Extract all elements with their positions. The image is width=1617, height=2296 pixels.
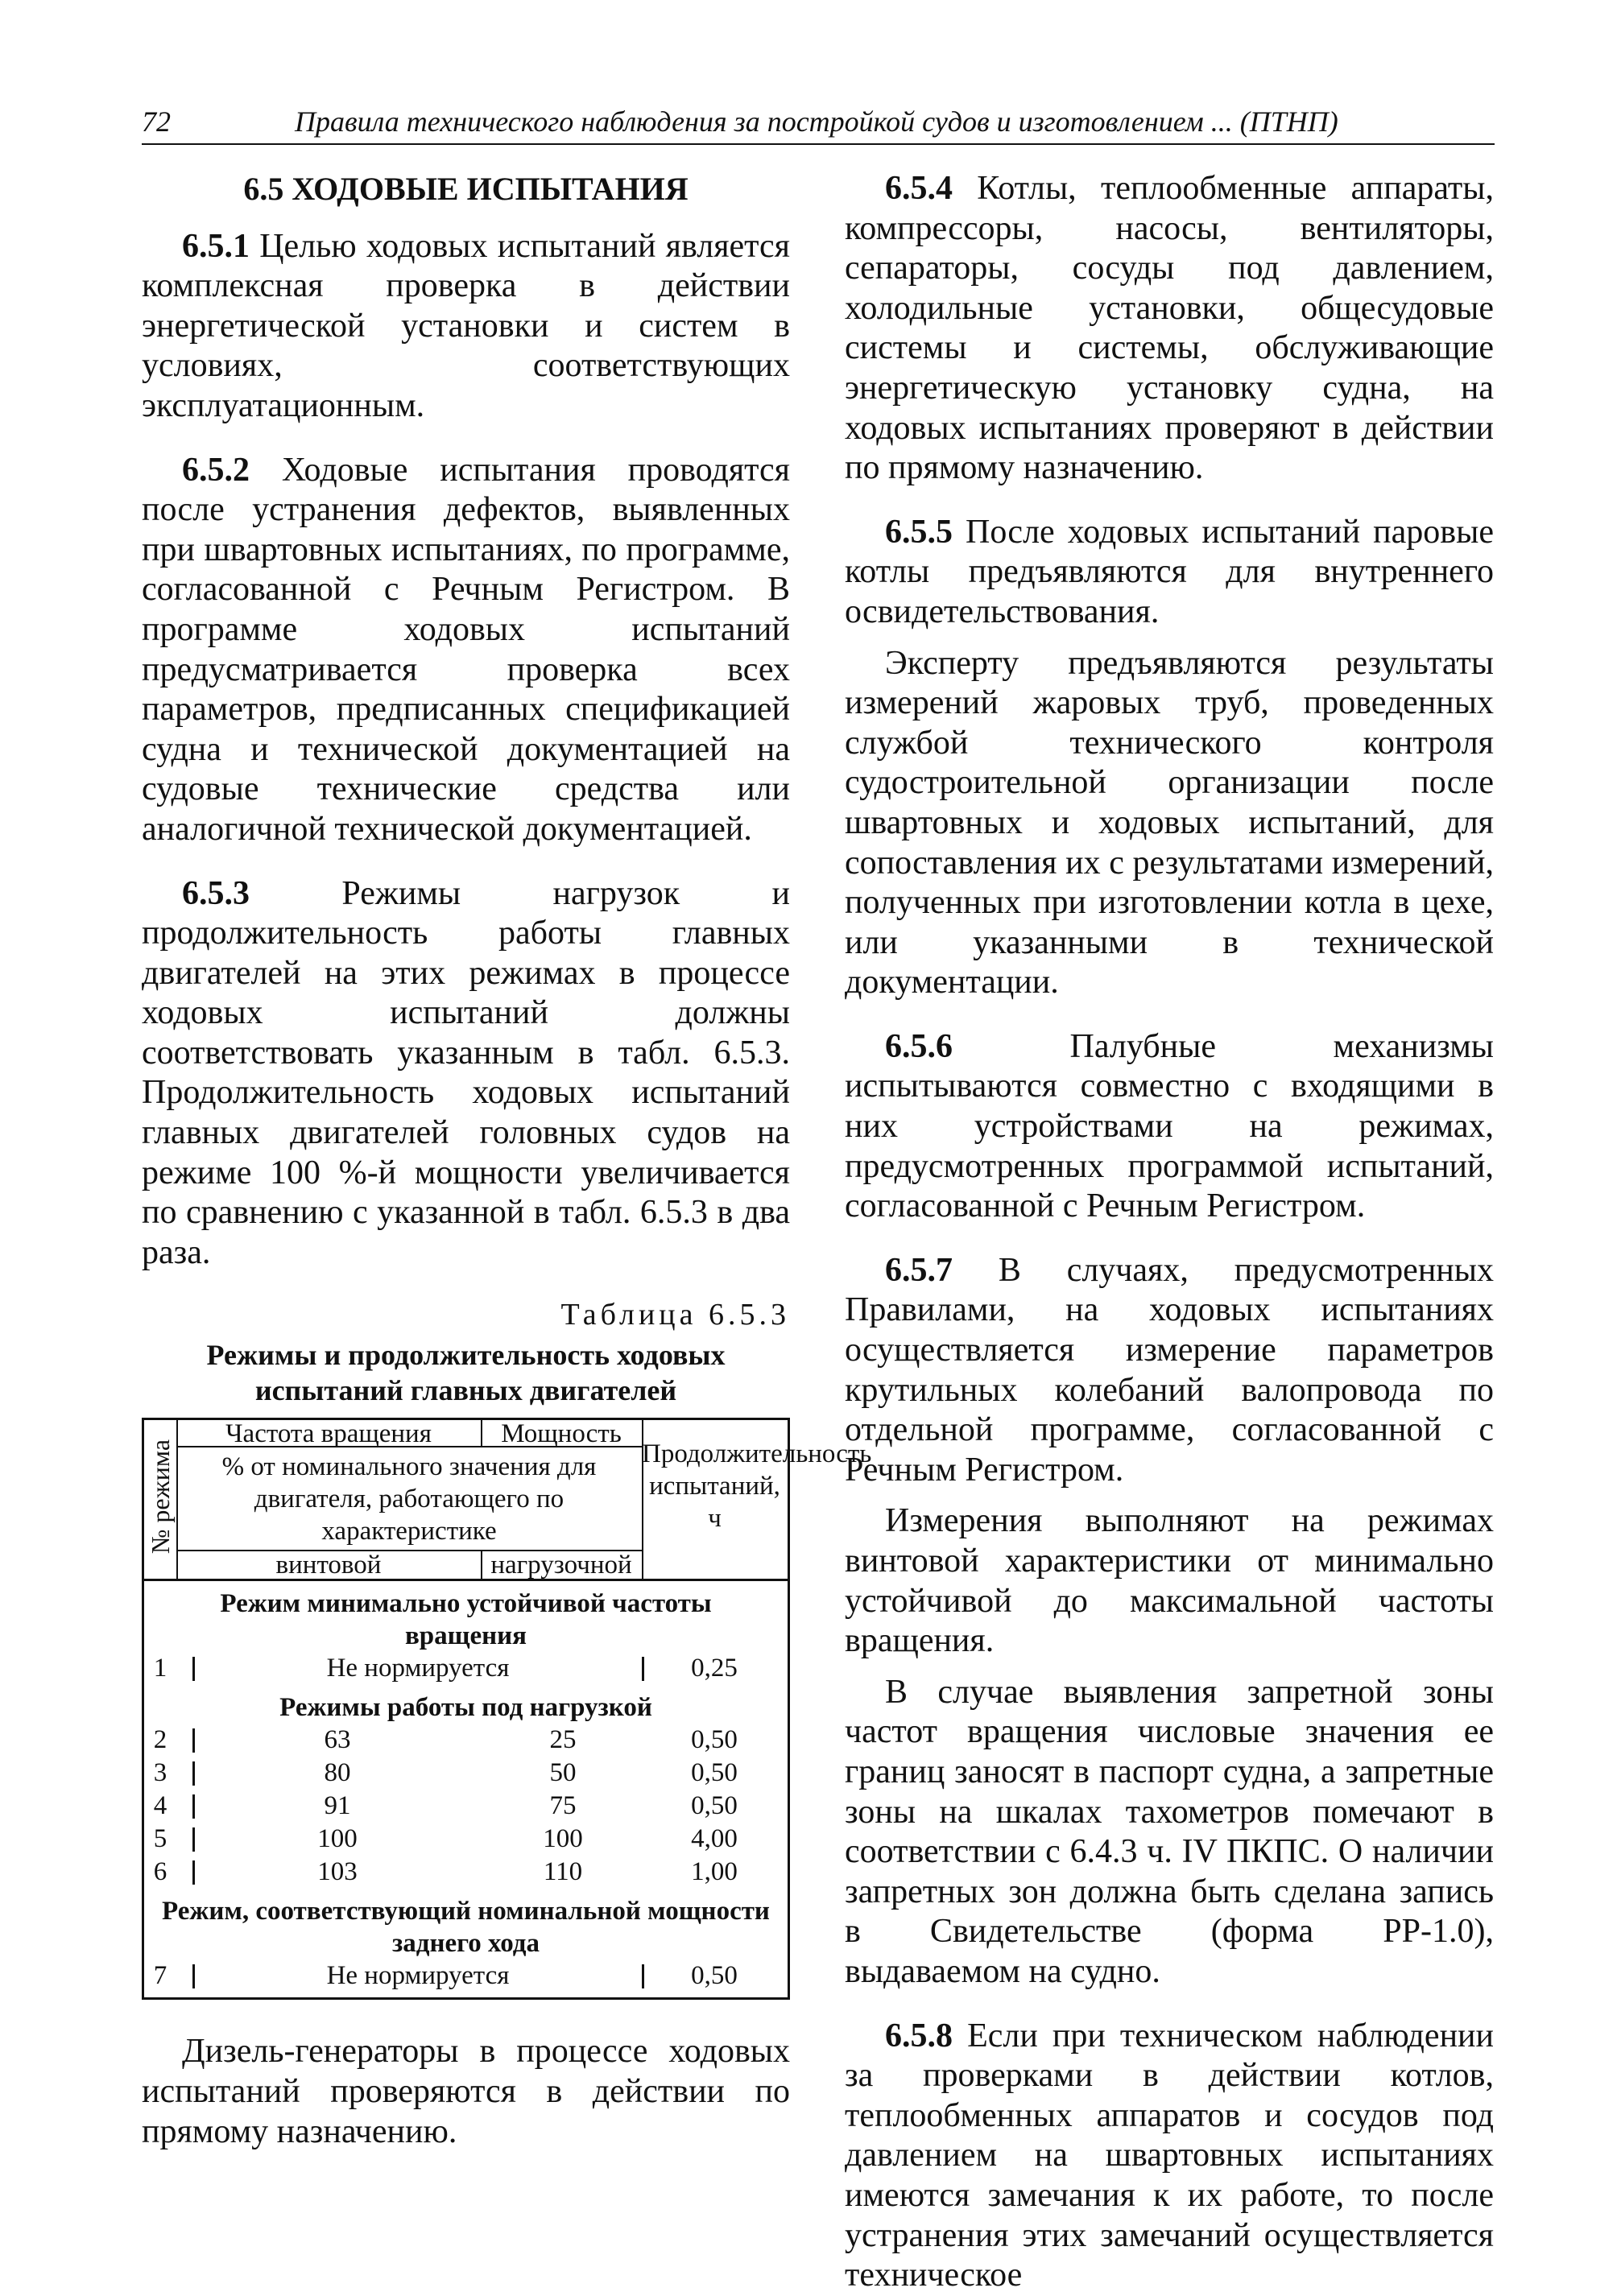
table-title: Режимы и продолжительность ходовых испытаний главных двигателей <box>206 1339 726 1407</box>
paragraph-6-5-3 <box>142 874 790 1274</box>
running-title: Правила технического наблюдения за постройкой судов и изготовлением ... (ПТНП) <box>295 105 1338 138</box>
group-title-min-speed: Режим минимально устойчивой частоты вращения <box>220 1589 712 1651</box>
group-title-load-modes: Режимы работы под нагрузкой <box>279 1693 652 1723</box>
paragraph-text: Ходовые испытания проводятся после устранения дефектов, выявленных при швартовных испытаниях, по программе, согласованной с Речным Регистром. В программе ходовых испытаний предусматривается проверка всех параметров, предписанных спецификацией судна и технической документацией на судовые технические средства или аналогичной технической документацией. <box>142 451 790 848</box>
paragraph-6-5-2 <box>142 451 790 850</box>
right-column <box>845 169 1494 2296</box>
table-row: 4 91 75 0,50 <box>153 1791 738 1821</box>
table-row: 6 103 110 1,00 <box>153 1857 738 1887</box>
paragraph-6-5-4 <box>845 169 1494 489</box>
paragraph-text: Котлы, теплообменные аппараты, компрессоры, насосы, вентиляторы, сепараторы, сосуды под давлением, холодильные установки, общесудовые системы и системы, обслуживающие энергетическую установку судна, на ходовых испытаниях проверяют в действии по прямому назначению. <box>845 170 1494 487</box>
paragraph-number: 6.5.5 <box>885 513 953 551</box>
paragraph-6-5-7-b: Измерения выполняют на режимах винтовой характеристики от минимально устойчивой до максимальной частоты вращения. <box>845 1502 1494 1660</box>
table-row: 2 63 25 0,50 <box>153 1725 738 1755</box>
paragraph-text: Палубные механизмы испытываются совместно с входящими в них устройствами на режимах, предусмотренных программой испытаний, согласованной с Речным Регистром. <box>845 1027 1494 1225</box>
page-number: 72 <box>142 105 171 138</box>
paragraph-6-5-5 <box>845 513 1494 633</box>
paragraph-number: 6.5.8 <box>885 2017 953 2054</box>
header-power: Мощность <box>501 1419 622 1449</box>
paragraph-text: После ходовых испытаний паровые котлы предъявляются для внутреннего освидетельствования. <box>845 513 1494 630</box>
paragraph-number: 6.5.1 <box>182 227 250 265</box>
table-row: 1 Не нормируется 0,25 <box>153 1654 738 1683</box>
header-screw: винтовой <box>275 1551 382 1580</box>
paragraph-text: Режимы нагрузок и продолжительность работы главных двигателей на этих режимах в процессе ходовых испытаний должны соответствовать указанным в табл. 6.5.3. Продолжительность ходовых испытаний главных двигателей головных судов на режиме 100 %-й мощности увеличивается по сравнению с указанной в табл. 6.5.3 в два раза. <box>142 874 790 1271</box>
header-percent-nominal: % от номинального значения для двигателя, работающего по характеристике <box>221 1452 597 1546</box>
group-title-reverse: Режим, соответствующий номинальной мощности заднего хода <box>162 1897 770 1959</box>
header-rotation-frequency: Частота вращения <box>225 1419 432 1449</box>
paragraph-number: 6.5.4 <box>885 170 953 207</box>
paragraph-text: Если при техническом наблюдении за проверками в действии котлов, теплообменных аппаратов и сосудов под давлением на швартовных испытаниях имеются замечания к их работе, то после устранения этих замечаний осуществляется техническое <box>845 2017 1494 2294</box>
paragraph-number: 6.5.6 <box>885 1027 953 1065</box>
paragraph-6-5-1 <box>142 227 790 427</box>
paragraph-number: 6.5.3 <box>182 874 250 912</box>
page-header <box>142 103 1495 145</box>
table-row: 7 Не нормируется 0,50 <box>153 1961 738 1991</box>
paragraph-number: 6.5.2 <box>182 451 250 489</box>
paragraph-text: В случаях, предусмотренных Правилами, на ходовых испытаниях осуществляется измерение параметров крутильных колебаний валопровода по отдельной программе, согласованной с Речным Регистром. <box>845 1251 1494 1489</box>
left-column <box>142 169 872 2152</box>
paragraph-6-5-5-b: Эксперту предъявляются результаты измерений жаровых труб, проведенных службой технического контроля судостроительной организации после швартовных и ходовых испытаний, для сопоставления их с результатами измерений, полученных при изготовлении котла в цехе, или указанными в технической документации. <box>845 644 1494 1001</box>
table-row: 3 80 50 0,50 <box>153 1758 738 1788</box>
table-header <box>144 1419 872 1581</box>
paragraph-6-5-6 <box>845 1027 1494 1227</box>
paragraph-after-table: Дизель-генераторы в процессе ходовых испытаний проверяются в действии по прямому назначению. <box>142 2033 790 2150</box>
table-body <box>144 1581 788 1997</box>
header-duration: Продолжительность испытаний, ч <box>642 1439 872 1534</box>
paragraph-number: 6.5.7 <box>885 1251 953 1289</box>
section-title: 6.5 ХОДОВЫЕ ИСПЫТАНИЯ <box>243 171 689 207</box>
header-load: нагрузочной <box>490 1551 632 1580</box>
table-row: 5 100 100 4,00 <box>153 1824 738 1854</box>
modes-table <box>142 1418 872 2000</box>
paragraph-6-5-8 <box>845 2017 1494 2296</box>
paragraph-text: Целью ходовых испытаний является комплексная проверка в действии энергетической установки и систем в условиях, соответствующих эксплуатационным. <box>142 227 790 424</box>
paragraph-6-5-7 <box>845 1251 1494 1491</box>
table-caption: Таблица 6.5.3 <box>560 1298 790 1332</box>
paragraph-6-5-7-c: В случае выявления запретной зоны частот вращения числовые значения ее границ заносят в паспорт судна, а запретные зоны на шкалах тахометров помечают в соответствии с 6.4.3 ч. IV ПКПС. О наличии запретных зон должна быть сделана запись в Свидетельстве (форма РР-1.0), выдаваемом на судно. <box>845 1673 1494 1990</box>
header-mode-number: № режима <box>146 1439 176 1555</box>
